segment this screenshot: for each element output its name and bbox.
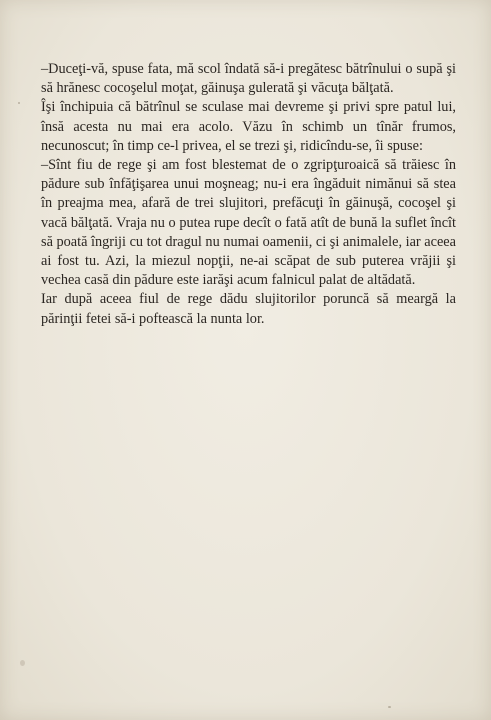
paragraph-1: –Duceţi-vă, spuse fata, mă scol îndată să-i pregătesc bătrînului o supă şi să hrănesc cocoşelul moţat, găinuşa gulerată şi văcuţa bălţată. [41,61,456,97]
paragraph-4: Iar după aceea fiul de rege dădu slujitorilor poruncă să meargă la părinţii fetei să-i poftească la nunta lor. [41,291,456,327]
paragraph-2: Îşi închipuia că bătrînul se sculase mai devreme şi privi spre patul lui, însă acesta nu mai era acolo. Văzu în schimb un tînăr frumos, necunoscut; în timp ce-l privea, el se trezi şi, ridicîndu-se, îi spuse: [41,99,456,154]
paper-speck [18,102,20,104]
paragraph-3: –Sînt fiu de rege şi am fost blestemat de o zgripţuroaică să trăiesc în pădure sub înfăţişarea unui moşneag; nu-i era îngăduit nimănui să stea în preajma mea, afară de trei slujitori, prefăcuţi în găinuşă, cocoşel şi vacă bălţată. Vraja nu o putea rupe decît o fată atît de bună la suflet încît să poată îngriji cu tot dragul nu numai oamenii, ci şi animalele, iar aceea ai fost tu. Azi, la miezul nopţii, ne-ai scăpat de sub puterea vrăjii şi vechea casă din pădure este iarăşi acum falnicul palat de altădată. [41,157,456,289]
paper-speck [20,660,25,666]
paper-speck [388,706,391,708]
story-text [41,60,456,329]
